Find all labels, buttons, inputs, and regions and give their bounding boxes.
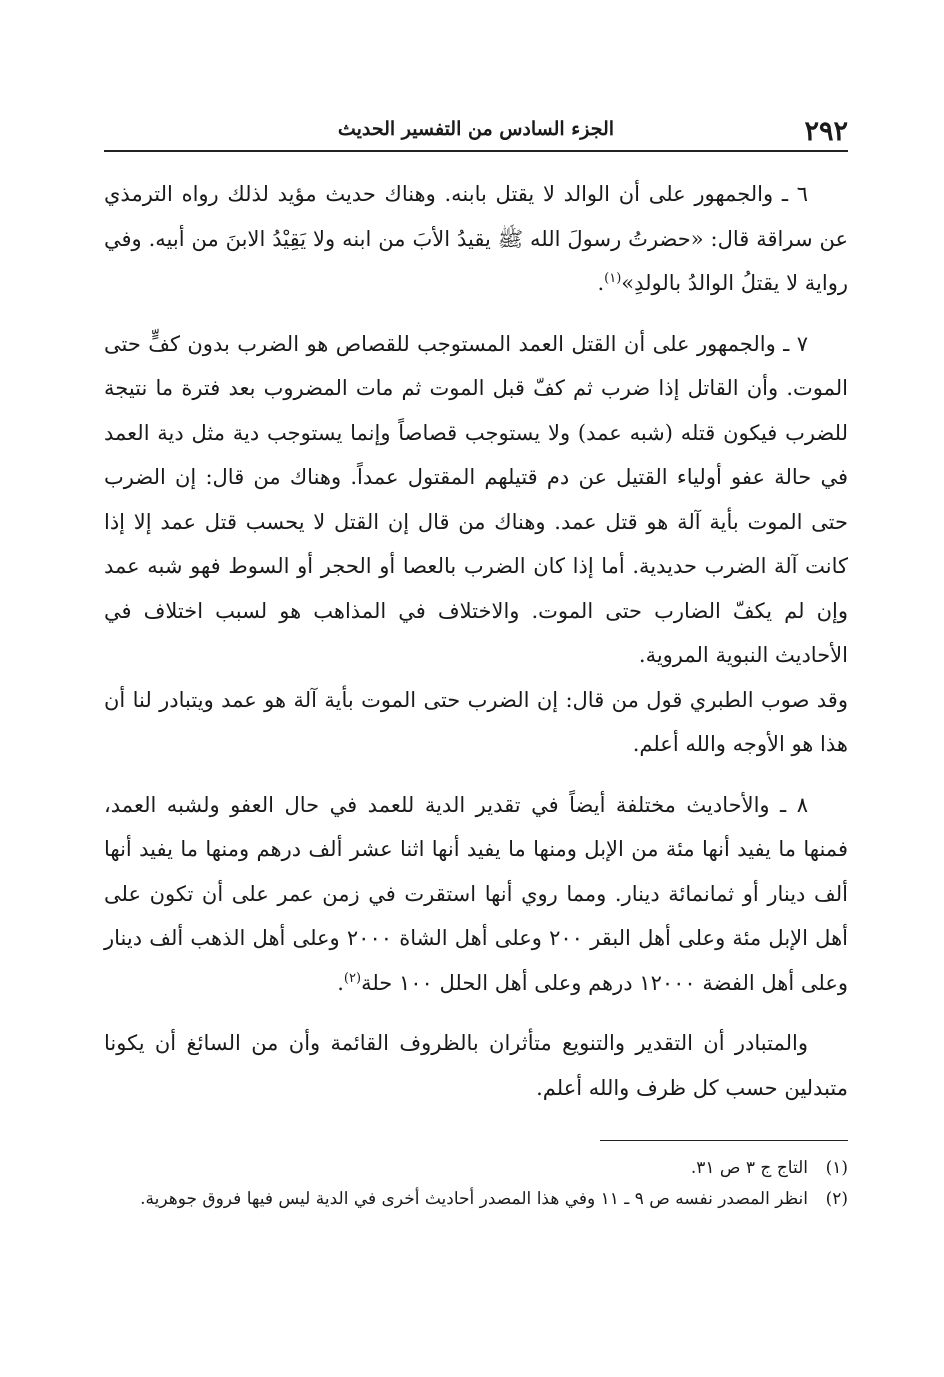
footnote-marker: (١) — [825, 1158, 848, 1178]
footnote-ref-2: (٢) — [343, 970, 362, 986]
paragraph-text-end: . — [337, 970, 344, 995]
footnote-text: انظر المصدر نفسه ص ٩ ـ ١١ وفي هذا المصدر أحاديث أخرى في الدية ليس فيها فروق جوهرية. — [140, 1189, 808, 1209]
paragraph-text: والمتبادر أن التقدير والتنويع متأثران بالظروف القائمة وأن من السائغ أن يكونا متبدلين حسب كل ظرف والله أعلم. — [104, 1031, 848, 1100]
footnote-marker: (٢) — [825, 1189, 848, 1209]
footnote-ref-1: (١) — [604, 271, 622, 286]
footnote-separator — [600, 1140, 848, 1141]
page-number: ٢٩٢ — [804, 116, 848, 147]
footnotes — [104, 1153, 848, 1215]
paragraph-text: ٦ ـ والجمهور على أن الوالد لا يقتل بابنه. وهناك حديث مؤيد لذلك رواه الترمذي عن سراقة قال: «حضرتُ رسولَ الله ﷺ يقيدُ الأبَ من ابنه ولا يَقِيْدُ الابنَ من أبيه. وفي رواية لا يقتلُ الوالدُ بالولدِ» — [104, 182, 848, 295]
paragraph-6 — [104, 172, 848, 306]
running-header-title: الجزء السادس من التفسير الحديث — [337, 118, 615, 140]
paragraph-conclusion — [104, 1021, 848, 1110]
header-rule — [104, 150, 848, 152]
footnote-1 — [104, 1153, 848, 1184]
body-text — [104, 172, 848, 1110]
footnote-text: التاج ج ٣ ص ٣١. — [690, 1158, 808, 1178]
paragraph-text: وقد صوب الطبري قول من قال: إن الضرب حتى الموت بأية آلة هو عمد ويتبادر لنا أن هذا هو الأوجه والله أعلم. — [104, 687, 848, 756]
paragraph-text: ٧ ـ والجمهور على أن القتل العمد المستوجب للقصاص هو الضرب بدون كفٍّ حتى الموت. وأن القاتل إذا ضرب ثم كفّ قبل الموت ثم مات المضروب بعد فترة ما نتيجة للضرب فيكون قتله (شبه عمد) ولا يستوجب قصاصاً وإنما يستوجب دية مثل دية العمد في حالة عفو أولياء القتيل عن دم قتيلهم المقتول عمداً. وهناك من قال: إن الضرب حتى الموت بأية آلة هو قتل عمد. وهناك من قال إن القتل لا يحسب قتل عمد إلا إذا كانت آلة الضرب حديدية. أما إذا كان الضرب بالعصا أو الحجر أو السوط فهو شبه عمد وإن لم يكفّ الضارب حتى الموت. والاختلاف في المذاهب هو لسبب اختلاف في الأحاديث النبوية المروية. — [104, 331, 848, 667]
footnote-2 — [104, 1184, 848, 1215]
paragraph-text-end: . — [597, 271, 605, 295]
paragraph-7 — [104, 322, 848, 678]
paragraph-text: ٨ ـ والأحاديث مختلفة أيضاً في تقدير الدية للعمد في حال العفو ولشبه العمد، فمنها ما يفيد أنها مئة من الإبل ومنها ما يفيد أنها اثنا عشر ألف درهم ومنها ما يفيد أنها ألف دينار أو ثمانمائة دينار. ومما روي أنها استقرت في زمن عمر على أن تكون على أهل الإبل مئة وعلى أهل البقر ٢٠٠ وعلى أهل الشاة ٢٠٠٠ وعلى أهل الذهب ألف دينار وعلى أهل الفضة ١٢٠٠٠ درهم وعلى أهل الحلل ١٠٠ حلة — [104, 792, 848, 995]
paragraph-7-continued — [104, 678, 848, 767]
paragraph-8 — [104, 783, 848, 1006]
running-header — [104, 112, 848, 154]
